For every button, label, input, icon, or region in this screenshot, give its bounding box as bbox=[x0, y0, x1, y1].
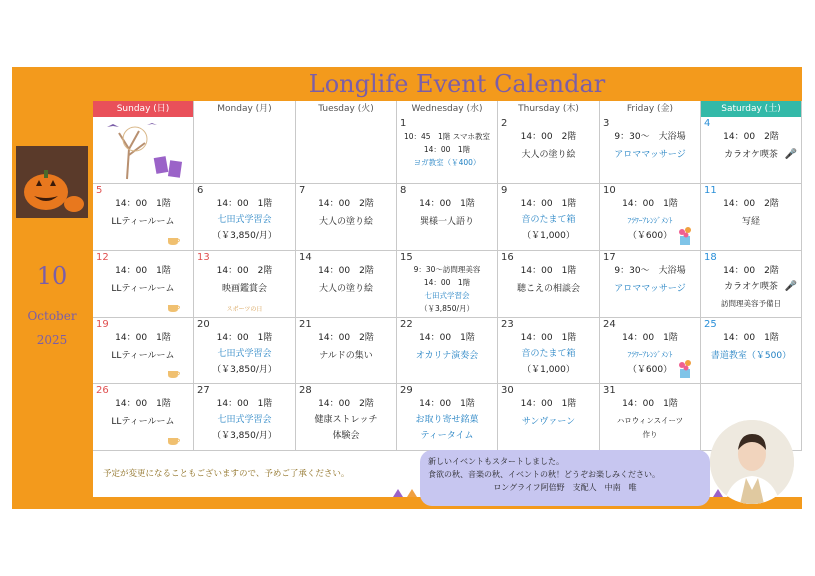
event-line: カラオケ喫茶 bbox=[724, 150, 778, 160]
day-number: 3 bbox=[603, 118, 610, 129]
event-line: 写経 bbox=[741, 217, 760, 227]
calendar-cell-day bbox=[701, 184, 802, 251]
event-line: 14：00 2階 bbox=[723, 266, 779, 276]
calendar-cell-day bbox=[296, 251, 397, 318]
weekday-header-friday: Friday (金) bbox=[600, 101, 701, 117]
calendar-cell-day bbox=[93, 318, 194, 384]
message-line: 新しいイベントもスタートしました。 bbox=[428, 457, 564, 466]
event-line: 14：00 2階 bbox=[318, 399, 374, 409]
calendar-cell-day bbox=[397, 318, 498, 384]
day-number: 25 bbox=[704, 319, 717, 330]
calendar-cell-day bbox=[701, 251, 802, 318]
event-line: LLティールーム bbox=[111, 217, 175, 227]
day-number: 4 bbox=[704, 118, 711, 129]
calendar-cell-day bbox=[93, 251, 194, 318]
event-line: 14：00 1階 bbox=[115, 266, 171, 276]
event-line: 14：00 1階 bbox=[622, 399, 678, 409]
event-line: （￥1,000） bbox=[522, 365, 575, 375]
calendar-cell-day bbox=[498, 318, 600, 384]
event-line: 14：00 1階 bbox=[423, 278, 471, 287]
event-line: 巽様一人語り bbox=[419, 217, 474, 227]
event-line: 14：00 1階 bbox=[622, 333, 678, 343]
calendar-cell-day bbox=[600, 318, 701, 384]
event-line: 14：00 1階 bbox=[520, 199, 577, 209]
calendar-cell-day bbox=[397, 384, 498, 451]
teacup-icon bbox=[167, 303, 181, 313]
calendar-cell-day bbox=[93, 384, 194, 451]
weekday-header-sunday: Sunday (日) bbox=[93, 101, 194, 117]
event-line: 14：00 1階 bbox=[520, 333, 577, 343]
calendar-cell-day bbox=[600, 251, 701, 318]
day-number: 14 bbox=[299, 252, 312, 263]
event-line: LLティールーム bbox=[111, 284, 175, 294]
day-number: 7 bbox=[299, 185, 306, 196]
event-line: 10：45 1階 スマホ教室 bbox=[403, 132, 491, 141]
day-number: 30 bbox=[501, 385, 514, 396]
weekday-header-wednesday: Wednesday (水) bbox=[397, 101, 498, 117]
calendar-cell-day bbox=[93, 184, 194, 251]
calendar-cell-day bbox=[194, 318, 296, 384]
event-line: 聴こえの相談会 bbox=[516, 284, 580, 294]
calendar-cell-empty bbox=[296, 117, 397, 184]
calendar-cell-day bbox=[194, 384, 296, 451]
event-line: 14：00 1階 bbox=[115, 199, 171, 209]
event-line: 14：00 1階 bbox=[419, 333, 475, 343]
event-line: 大人の塗り絵 bbox=[318, 217, 373, 227]
teacup-icon bbox=[167, 369, 181, 379]
calendar-cell-day bbox=[498, 184, 600, 251]
event-line: 作り bbox=[642, 430, 658, 439]
calendar-cell-empty bbox=[93, 117, 194, 184]
day-number: 20 bbox=[197, 319, 210, 330]
event-line: ﾌﾗﾜｰｱﾚﾝｼﾞﾒﾝﾄ bbox=[627, 216, 673, 225]
teacup-icon bbox=[167, 236, 181, 246]
day-number: 16 bbox=[501, 252, 514, 263]
event-line: LLティールーム bbox=[111, 351, 175, 361]
day-number: 19 bbox=[96, 319, 109, 330]
weekday-header-saturday: Saturday (土) bbox=[701, 101, 802, 117]
weekday-header-monday: Monday (月) bbox=[194, 101, 296, 117]
calendar-cell-day bbox=[498, 117, 600, 184]
event-line: アロママッサージ bbox=[614, 284, 686, 294]
event-line: （￥3,850/月） bbox=[212, 431, 277, 441]
holiday-label: スポーツの日 bbox=[226, 306, 263, 313]
year: 2025 bbox=[36, 333, 68, 347]
halloween-tree-illustration bbox=[97, 119, 189, 181]
day-number: 23 bbox=[501, 319, 514, 330]
month-number: 10 bbox=[36, 262, 68, 290]
event-line: オカリナ演奏会 bbox=[415, 351, 479, 361]
day-number: 26 bbox=[96, 385, 109, 396]
calendar-cell-day bbox=[296, 184, 397, 251]
event-line: 七田式学習会 bbox=[424, 291, 470, 300]
event-line: 14：00 1階 bbox=[216, 199, 273, 209]
event-line: 14：00 2階 bbox=[318, 199, 374, 209]
event-line: （￥3,850/月） bbox=[420, 304, 474, 313]
day-number: 9 bbox=[501, 185, 508, 196]
calendar-cell-day bbox=[397, 117, 498, 184]
calendar-grid bbox=[93, 101, 802, 497]
event-line: 14：00 1階 bbox=[520, 266, 577, 276]
event-line: 14：00 2階 bbox=[318, 333, 374, 343]
calendar-cell-day bbox=[498, 384, 600, 451]
microphone-icon: 🎤 bbox=[784, 149, 797, 160]
event-line: 14：00 1階 bbox=[419, 199, 475, 209]
event-line: ハロウィンスイーツ bbox=[616, 416, 684, 425]
calendar-cell-day bbox=[296, 318, 397, 384]
event-line: 14：00 1階 bbox=[423, 145, 471, 154]
calendar-cell-day bbox=[194, 251, 296, 318]
microphone-icon: 🎤 bbox=[784, 281, 797, 292]
weekday-header-tuesday: Tuesday (火) bbox=[296, 101, 397, 117]
calendar-cell-day bbox=[701, 117, 802, 184]
day-number: 2 bbox=[501, 118, 508, 129]
calendar-cell-day bbox=[397, 184, 498, 251]
day-number: 28 bbox=[299, 385, 312, 396]
day-number: 24 bbox=[603, 319, 616, 330]
event-line: （￥3,850/月） bbox=[212, 365, 277, 375]
event-line: 14：00 2階 bbox=[216, 266, 273, 276]
schedule-change-notice: 予定が変更になることもございますので、予めご了承ください。 bbox=[103, 469, 350, 479]
calendar-cell-day bbox=[600, 117, 701, 184]
manager-photo bbox=[710, 420, 794, 504]
weekday-header-thursday: Thursday (木) bbox=[498, 101, 600, 117]
event-line: 七田式学習会 bbox=[217, 349, 272, 359]
event-line: 14：00 2階 bbox=[723, 132, 779, 142]
event-line: 訪問理美容予備日 bbox=[721, 299, 781, 308]
event-line: （￥3,850/月） bbox=[212, 231, 277, 241]
teacup-icon bbox=[167, 436, 181, 446]
event-line: お取り寄せ銘菓 bbox=[415, 415, 479, 425]
calendar-cell-day bbox=[498, 251, 600, 318]
message-speech-bubble bbox=[420, 450, 710, 506]
event-line: 14：00 1階 bbox=[419, 399, 475, 409]
event-line: （￥600） bbox=[627, 365, 673, 375]
calendar-cell-day bbox=[296, 384, 397, 451]
event-line: 14：00 2階 bbox=[318, 266, 374, 276]
calendar-cell-day bbox=[600, 384, 701, 451]
calendar-cell-day bbox=[701, 318, 802, 384]
day-number: 31 bbox=[603, 385, 616, 396]
flower-arrangement-icon bbox=[676, 224, 694, 246]
calendar-cell-empty bbox=[194, 117, 296, 184]
event-line: 健康ストレッチ bbox=[314, 415, 378, 425]
event-line: 七田式学習会 bbox=[217, 215, 272, 225]
calendar-cell-day bbox=[600, 184, 701, 251]
event-line: ヨガ教室（￥400） bbox=[413, 158, 481, 167]
month-name: October bbox=[27, 309, 77, 323]
event-line: 14：00 1階 bbox=[115, 399, 171, 409]
event-line: 体験会 bbox=[332, 431, 360, 441]
event-line: LLティールーム bbox=[111, 417, 175, 427]
day-number: 13 bbox=[197, 252, 210, 263]
day-number: 22 bbox=[400, 319, 413, 330]
pumpkin-image bbox=[16, 146, 88, 218]
day-number: 21 bbox=[299, 319, 312, 330]
day-number: 17 bbox=[603, 252, 616, 263]
day-number: 29 bbox=[400, 385, 413, 396]
event-line: 9：30～ 大浴場 bbox=[614, 266, 686, 276]
event-line: 映画鑑賞会 bbox=[221, 284, 267, 294]
event-line: ティータイム bbox=[420, 431, 474, 441]
event-line: 9：30～ 大浴場 bbox=[614, 132, 686, 142]
calendar-cell-day bbox=[194, 184, 296, 251]
event-line: 9：30～訪問理美容 bbox=[413, 265, 481, 274]
day-number: 12 bbox=[96, 252, 109, 263]
calendar-cell-day bbox=[397, 251, 498, 318]
flower-arrangement-icon bbox=[676, 357, 694, 379]
day-number: 27 bbox=[197, 385, 210, 396]
event-line: 14：00 2階 bbox=[520, 132, 577, 142]
event-line: 14：00 1階 bbox=[520, 399, 577, 409]
event-line: 14：00 2階 bbox=[723, 199, 779, 209]
event-line: 14：00 1階 bbox=[216, 333, 273, 343]
day-number: 11 bbox=[704, 185, 717, 196]
event-line: 音のたまて箱 bbox=[521, 349, 576, 359]
event-line: ナルドの集い bbox=[319, 351, 373, 361]
day-number: 8 bbox=[400, 185, 407, 196]
event-line: 音のたまて箱 bbox=[521, 215, 576, 225]
event-line: ﾌﾗﾜｰｱﾚﾝｼﾞﾒﾝﾄ bbox=[627, 350, 673, 359]
event-line: アロママッサージ bbox=[614, 150, 686, 160]
day-number: 6 bbox=[197, 185, 204, 196]
day-number: 5 bbox=[96, 185, 103, 196]
event-line: カラオケ喫茶 bbox=[724, 282, 778, 292]
day-number: 15 bbox=[400, 252, 413, 263]
day-number: 1 bbox=[400, 118, 407, 129]
event-line: 大人の塗り絵 bbox=[318, 284, 373, 294]
day-number: 10 bbox=[603, 185, 616, 196]
event-line: 七田式学習会 bbox=[217, 415, 272, 425]
event-line: 14：00 1階 bbox=[115, 333, 171, 343]
event-line: 14：00 1階 bbox=[622, 199, 678, 209]
event-line: 大人の塗り絵 bbox=[521, 150, 576, 160]
message-line: 食欲の秋、音楽の秋、イベントの秋！どうぞお楽しみください。 bbox=[428, 470, 660, 479]
message-signature: ロングライフ阿倍野 支配人 中南 唯 bbox=[493, 483, 637, 492]
day-number: 18 bbox=[704, 252, 717, 263]
event-line: 14：00 1階 bbox=[216, 399, 273, 409]
event-line: （￥600） bbox=[627, 231, 673, 241]
event-line: 14：00 1階 bbox=[723, 333, 779, 343]
calendar-title: Longlife Event Calendar bbox=[308, 70, 606, 98]
event-line: 書道教室（￥500） bbox=[710, 351, 792, 361]
event-line: サンヴァーン bbox=[521, 417, 576, 427]
event-line: （￥1,000） bbox=[522, 231, 575, 241]
